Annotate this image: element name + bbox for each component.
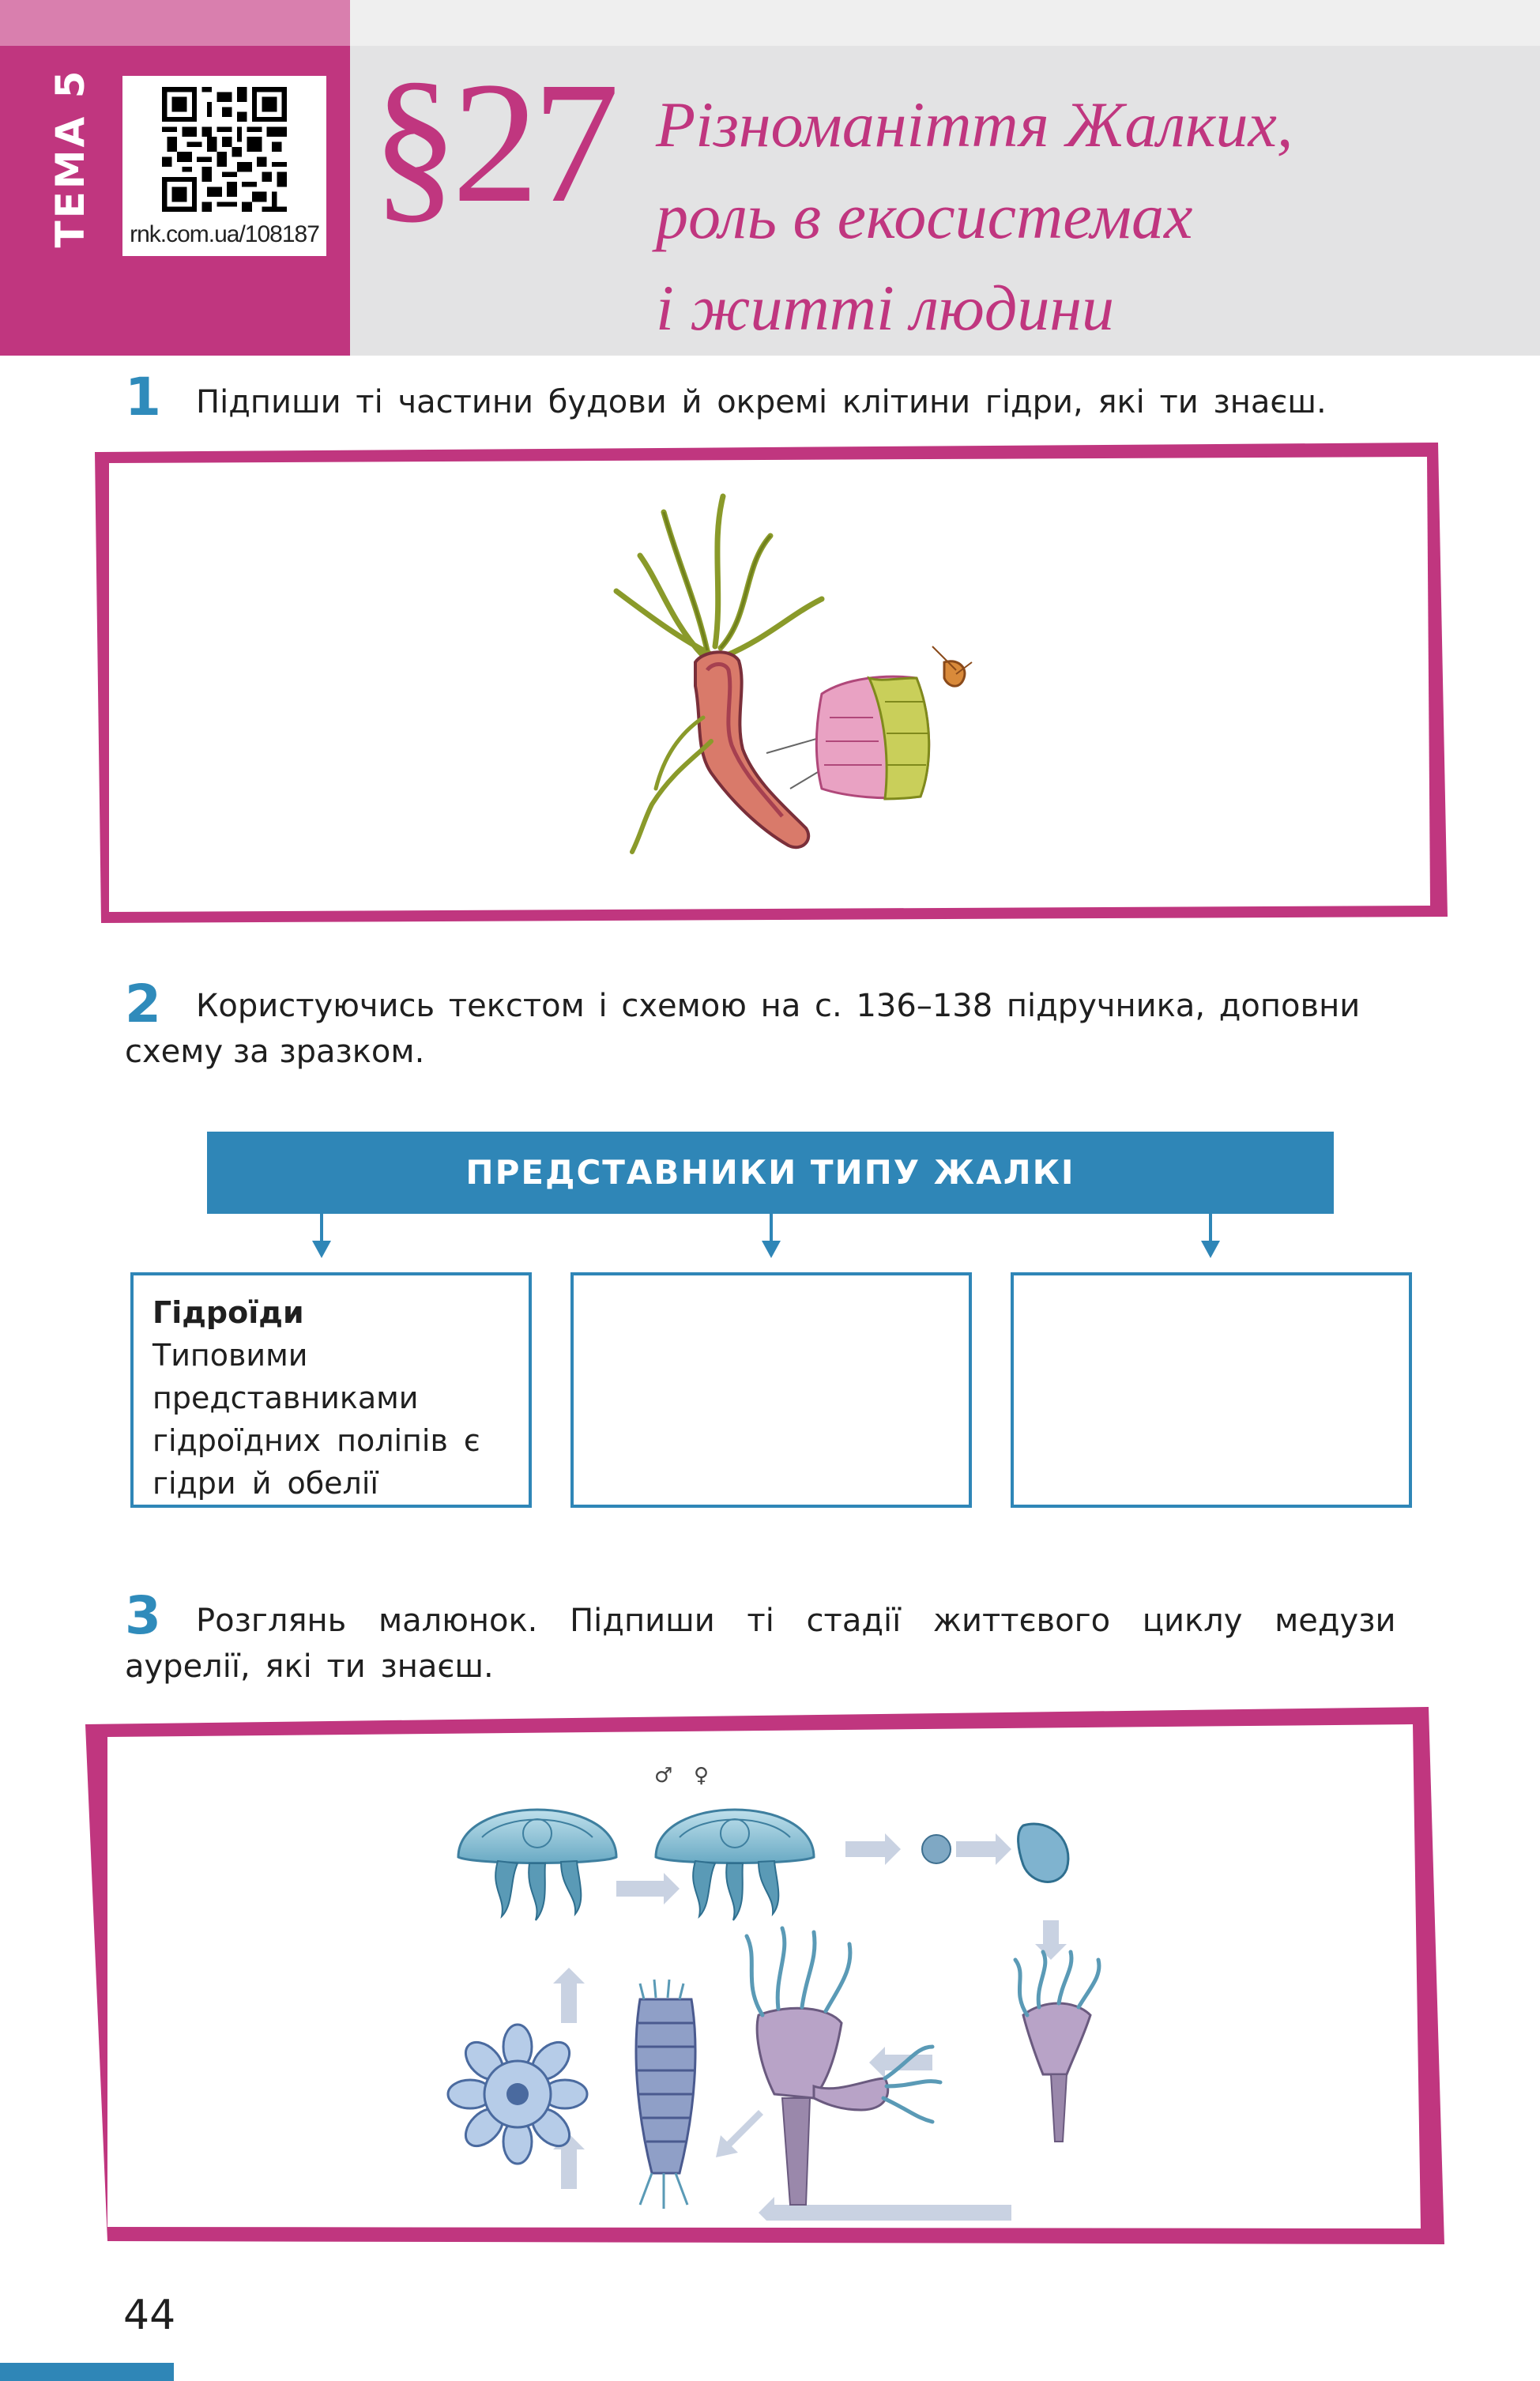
title-line-2: роль в екосистемах [656,180,1193,252]
diagram-header: ПРЕДСТАВНИКИ ТИПУ ЖАЛКІ [207,1132,1334,1214]
task-2-number: 2 [125,974,161,1034]
arrow-down-icon [1201,1241,1220,1258]
diagram-box-empty-3[interactable] [1011,1272,1412,1508]
female-symbol: ♀ [694,1764,710,1788]
task-1-number: 1 [125,367,161,428]
diagram-box-empty-2[interactable] [570,1272,972,1508]
arrow-down-icon [312,1241,331,1258]
title-line-1: Різноманіття Жалких, [656,89,1293,160]
diagram-connector-3 [1209,1214,1212,1242]
diagram-connector-1 [320,1214,323,1242]
page-title [656,79,1525,354]
title-line-3: і житті людини [656,272,1115,344]
header-theme-band-top [0,0,350,46]
theme-label: ТЕМА 5 [47,68,93,248]
male-symbol: ♂ [654,1764,673,1788]
task-3-text-line-2: аурелії, які ти знаєш. [125,1648,494,1685]
header-title-band-top [350,0,1540,46]
qr-code-icon[interactable] [162,87,287,212]
arrow-down-icon [762,1241,781,1258]
diagram-box-title: Гідроїди [152,1295,304,1330]
paragraph-number: §27 [371,46,613,239]
task-3-number: 3 [125,1585,161,1646]
aurelia-lifecycle-illustration [442,1762,1106,2221]
diagram-box-text: Типовими представниками гідроїдних поліпів є гідри й обелії [152,1338,480,1501]
diagram-connector-2 [770,1214,773,1242]
hydra-illustration [585,480,996,891]
footer-accent-bar [0,2363,174,2381]
task-2-text-line-1: Користуючись текстом і схемою на с. 136–138 підручника, доповни [196,988,1361,1024]
task-2-text-line-2: схему за зразком. [125,1034,425,1070]
task-3-text-line-1: Розглянь малюнок. Підпиши ті стадії життєвого циклу медузи [196,1603,1396,1639]
diagram-box-hydroids [130,1272,532,1508]
task-1-text: Підпиши ті частини будови й окремі клітини гідри, які ти знаєш. [196,384,1327,420]
qr-url[interactable]: rnk.com.ua/108187 [130,221,319,247]
page-number: 44 [123,2292,176,2339]
